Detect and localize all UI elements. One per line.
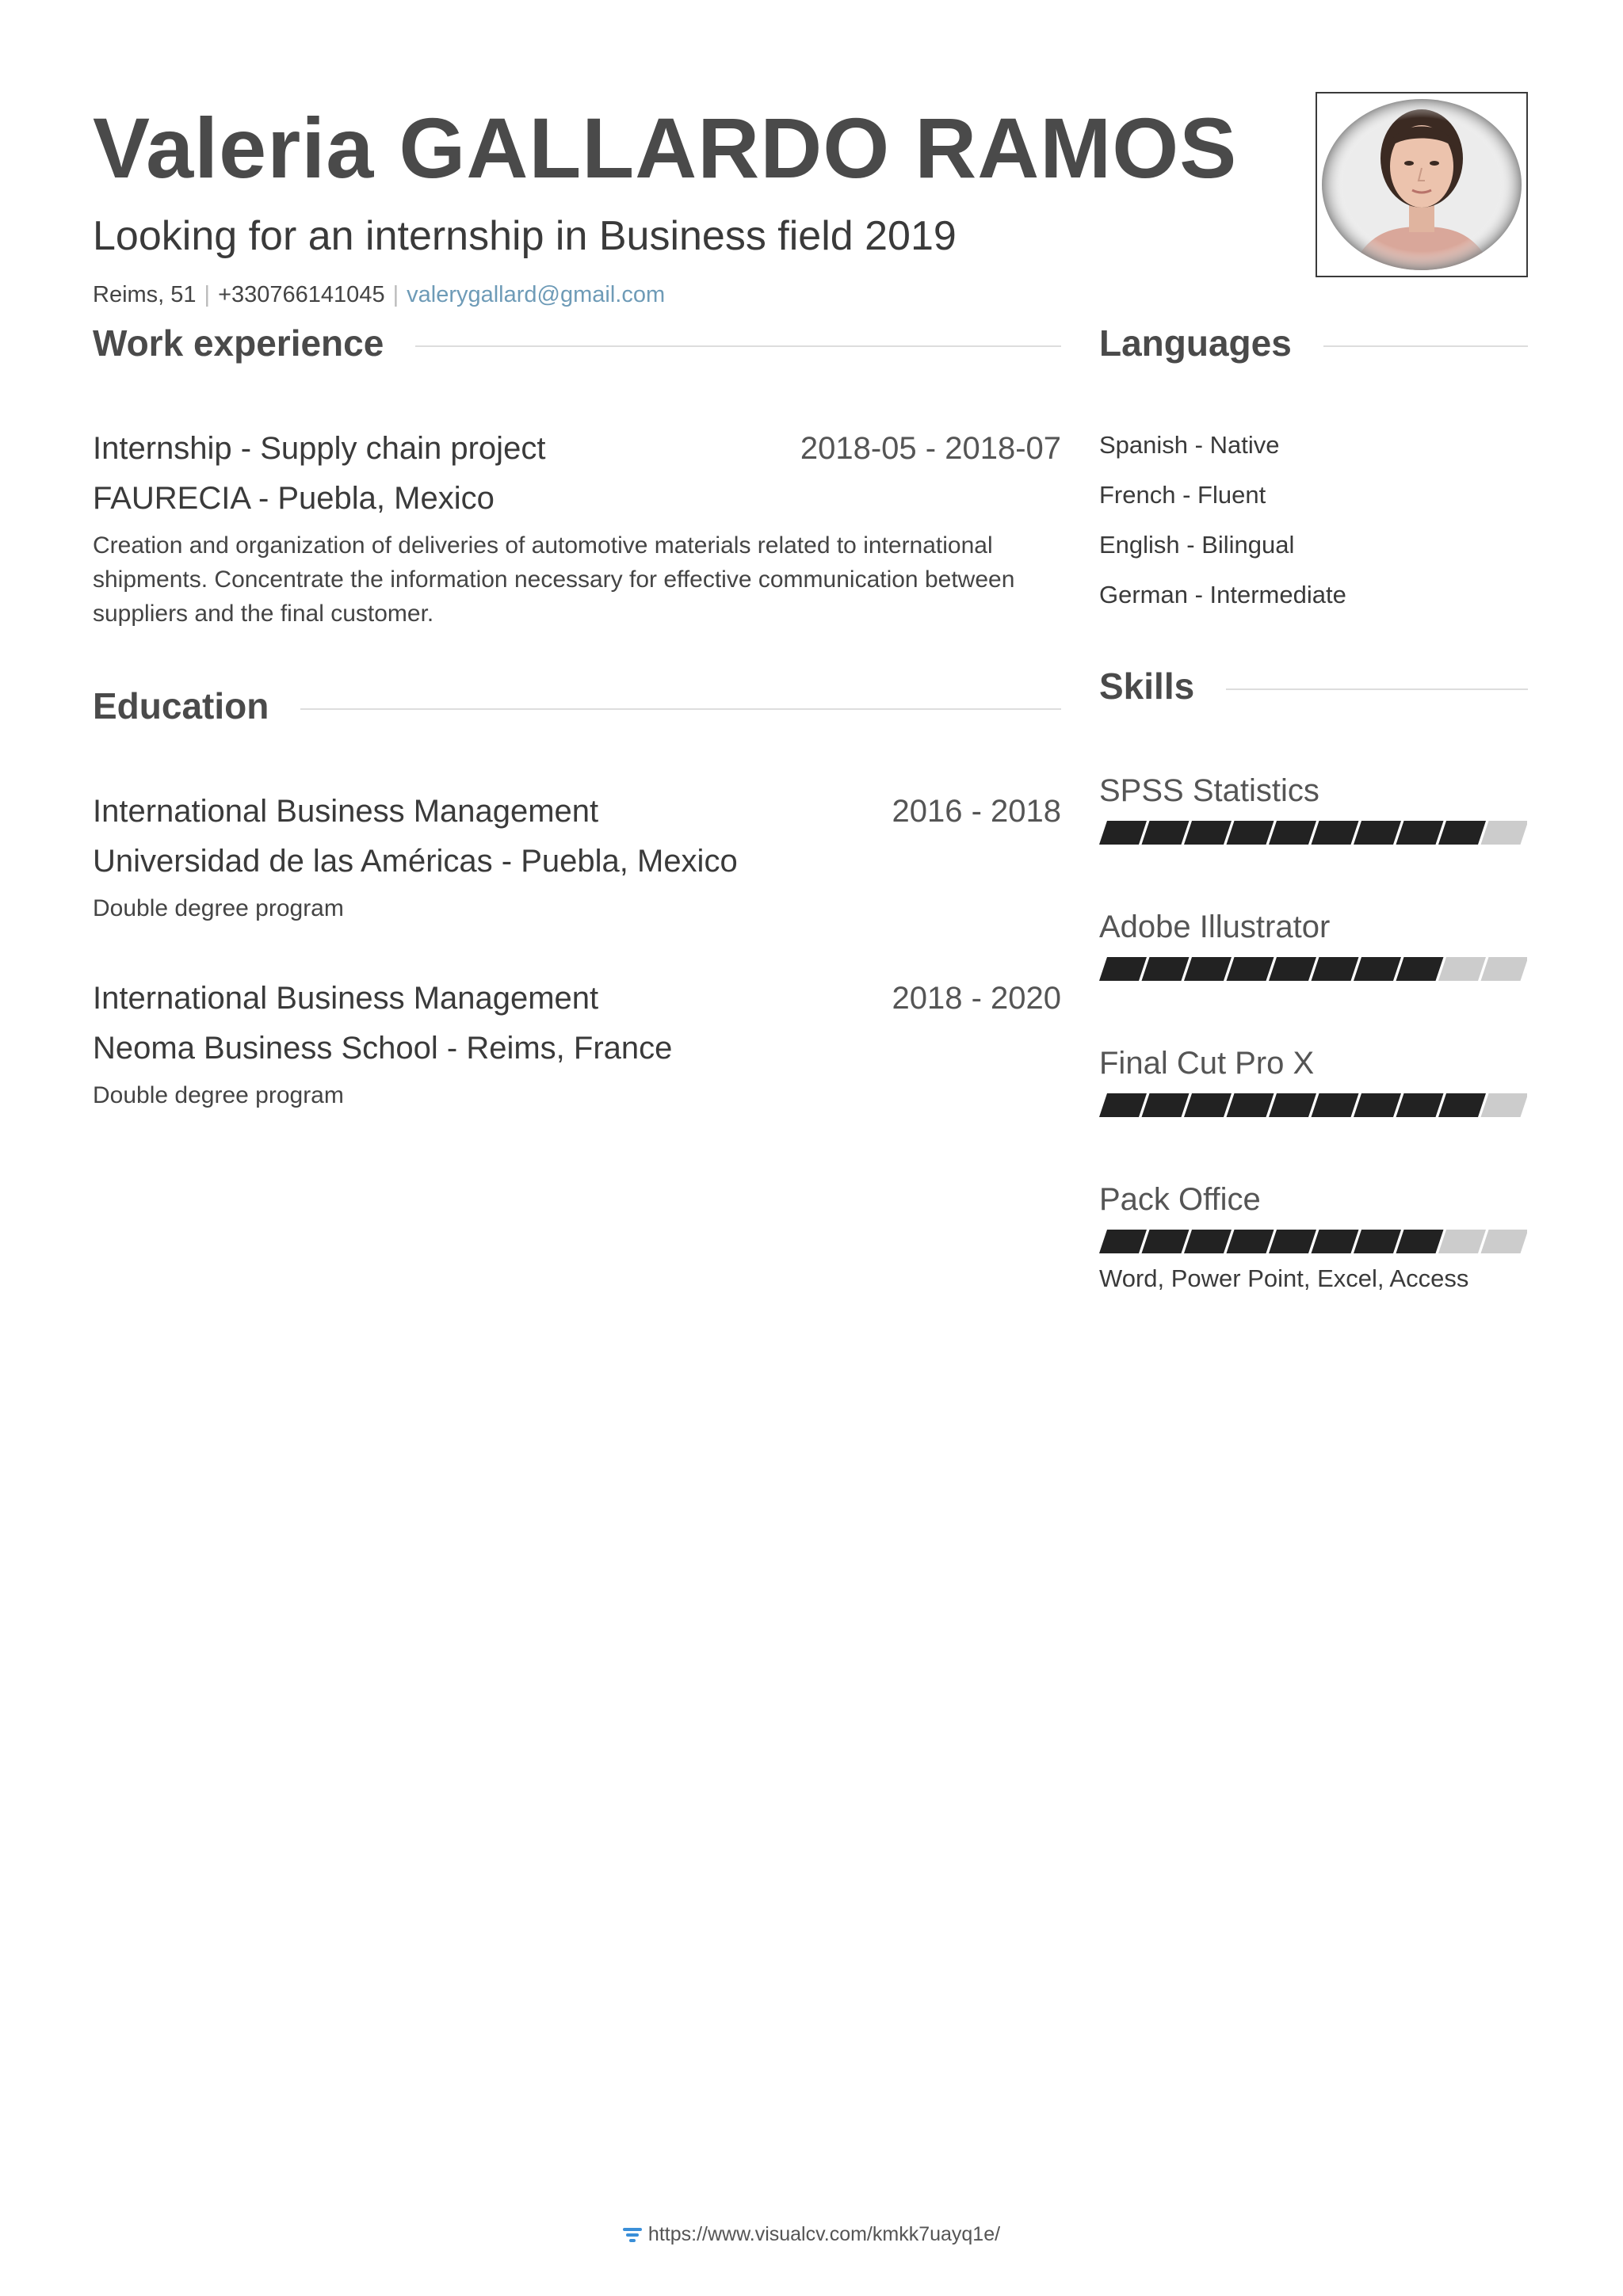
skill-segment-empty xyxy=(1438,957,1486,981)
language-item: Spanish - Native xyxy=(1099,431,1280,459)
contact-location: Reims, 51 xyxy=(93,282,197,307)
work-entry-position: Internship - Supply chain project xyxy=(93,431,546,466)
skill-segment-filled xyxy=(1142,1093,1190,1117)
profile-photo xyxy=(1316,92,1528,277)
work-section-title: Work experience xyxy=(93,322,415,364)
skill-level-bar xyxy=(1099,1228,1527,1255)
candidate-name: Valeria GALLARDO RAMOS xyxy=(93,100,1238,196)
contact-separator: | xyxy=(204,282,211,307)
contact-line xyxy=(93,282,665,308)
skill-segment-filled xyxy=(1227,957,1274,981)
education-entry-dates: 2016 - 2018 xyxy=(892,794,1061,829)
skill-segment-filled xyxy=(1312,1093,1359,1117)
skill-name: Pack Office xyxy=(1099,1182,1261,1217)
skill-segment-filled xyxy=(1354,821,1401,845)
skill-segment-empty xyxy=(1481,1230,1528,1253)
skill-segment-empty xyxy=(1481,1093,1528,1117)
skill-level-bar xyxy=(1099,955,1527,982)
skill-name: SPSS Statistics xyxy=(1099,773,1319,808)
languages-section-title: Languages xyxy=(1099,322,1323,364)
footer xyxy=(0,2223,1623,2246)
skill-segment-filled xyxy=(1396,1230,1444,1253)
skill-segment-filled xyxy=(1269,1230,1316,1253)
education-entry-degree: International Business Management xyxy=(93,981,599,1016)
skill-segment-filled xyxy=(1227,821,1274,845)
language-item: French - Fluent xyxy=(1099,481,1266,509)
contact-email-link[interactable]: valerygallard@gmail.com xyxy=(407,282,666,307)
language-item: English - Bilingual xyxy=(1099,531,1295,559)
candidate-headline: Looking for an internship in Business field 2019 xyxy=(93,213,957,259)
contact-phone: +330766141045 xyxy=(218,282,385,307)
education-entry-degree: International Business Management xyxy=(93,794,599,829)
skill-segment-filled xyxy=(1396,957,1444,981)
skill-segment-filled xyxy=(1227,1230,1274,1253)
footer-url-link[interactable]: https://www.visualcv.com/kmkk7uayq1e/ xyxy=(647,2223,1001,2245)
work-entry-company: FAURECIA - Puebla, Mexico xyxy=(93,481,495,516)
skills-section-title: Skills xyxy=(1099,665,1226,707)
skill-segment-filled xyxy=(1142,1230,1190,1253)
skill-segment-empty xyxy=(1481,957,1528,981)
work-entry-dates: 2018-05 - 2018-07 xyxy=(800,431,1061,466)
skill-segment-filled xyxy=(1438,1093,1486,1117)
education-entry-school: Neoma Business School - Reims, France xyxy=(93,1031,673,1066)
skill-segment-filled xyxy=(1312,821,1359,845)
skill-segment-filled xyxy=(1312,1230,1359,1253)
education-section-title: Education xyxy=(93,685,300,727)
skill-segment-filled xyxy=(1438,821,1486,845)
skill-segment-filled xyxy=(1354,1093,1401,1117)
skill-segment-filled xyxy=(1142,821,1190,845)
skill-segment-filled xyxy=(1227,1093,1274,1117)
skill-segment-filled xyxy=(1354,957,1401,981)
education-entry-note: Double degree program xyxy=(93,895,344,921)
skill-segment-empty xyxy=(1438,1230,1486,1253)
contact-separator: | xyxy=(392,282,399,307)
skill-segment-empty xyxy=(1481,821,1528,845)
skill-segment-filled xyxy=(1184,957,1232,981)
profile-photo-portrait xyxy=(1317,93,1526,276)
skill-name: Adobe Illustrator xyxy=(1099,910,1331,944)
skill-level-bar xyxy=(1099,819,1527,846)
skill-segment-filled xyxy=(1184,821,1232,845)
skill-segment-filled xyxy=(1312,957,1359,981)
skill-segment-filled xyxy=(1099,1230,1147,1253)
work-entry-description: Creation and organization of deliveries of automotive materials related to international shipments. Concentrate the information necessary for effective communication between suppliers and the final customer. xyxy=(93,532,1015,627)
visualcv-logo-icon xyxy=(623,2226,642,2244)
skill-segment-filled xyxy=(1269,957,1316,981)
language-item: German - Intermediate xyxy=(1099,581,1346,608)
skill-segment-filled xyxy=(1269,821,1316,845)
skill-segment-filled xyxy=(1396,821,1444,845)
education-entry-school: Universidad de las Américas - Puebla, Mexico xyxy=(93,844,738,879)
education-entry-dates: 2018 - 2020 xyxy=(892,981,1061,1016)
skill-segment-filled xyxy=(1142,957,1190,981)
skill-segment-filled xyxy=(1099,1093,1147,1117)
education-entry-note: Double degree program xyxy=(93,1082,344,1108)
skill-note: Word, Power Point, Excel, Access xyxy=(1099,1264,1469,1292)
skill-level-bar xyxy=(1099,1092,1527,1119)
skill-segment-filled xyxy=(1354,1230,1401,1253)
skill-segment-filled xyxy=(1184,1093,1232,1117)
skill-segment-filled xyxy=(1099,821,1147,845)
skill-segment-filled xyxy=(1396,1093,1444,1117)
skill-segment-filled xyxy=(1184,1230,1232,1253)
skill-segment-filled xyxy=(1269,1093,1316,1117)
skill-name: Final Cut Pro X xyxy=(1099,1046,1315,1081)
skill-segment-filled xyxy=(1099,957,1147,981)
